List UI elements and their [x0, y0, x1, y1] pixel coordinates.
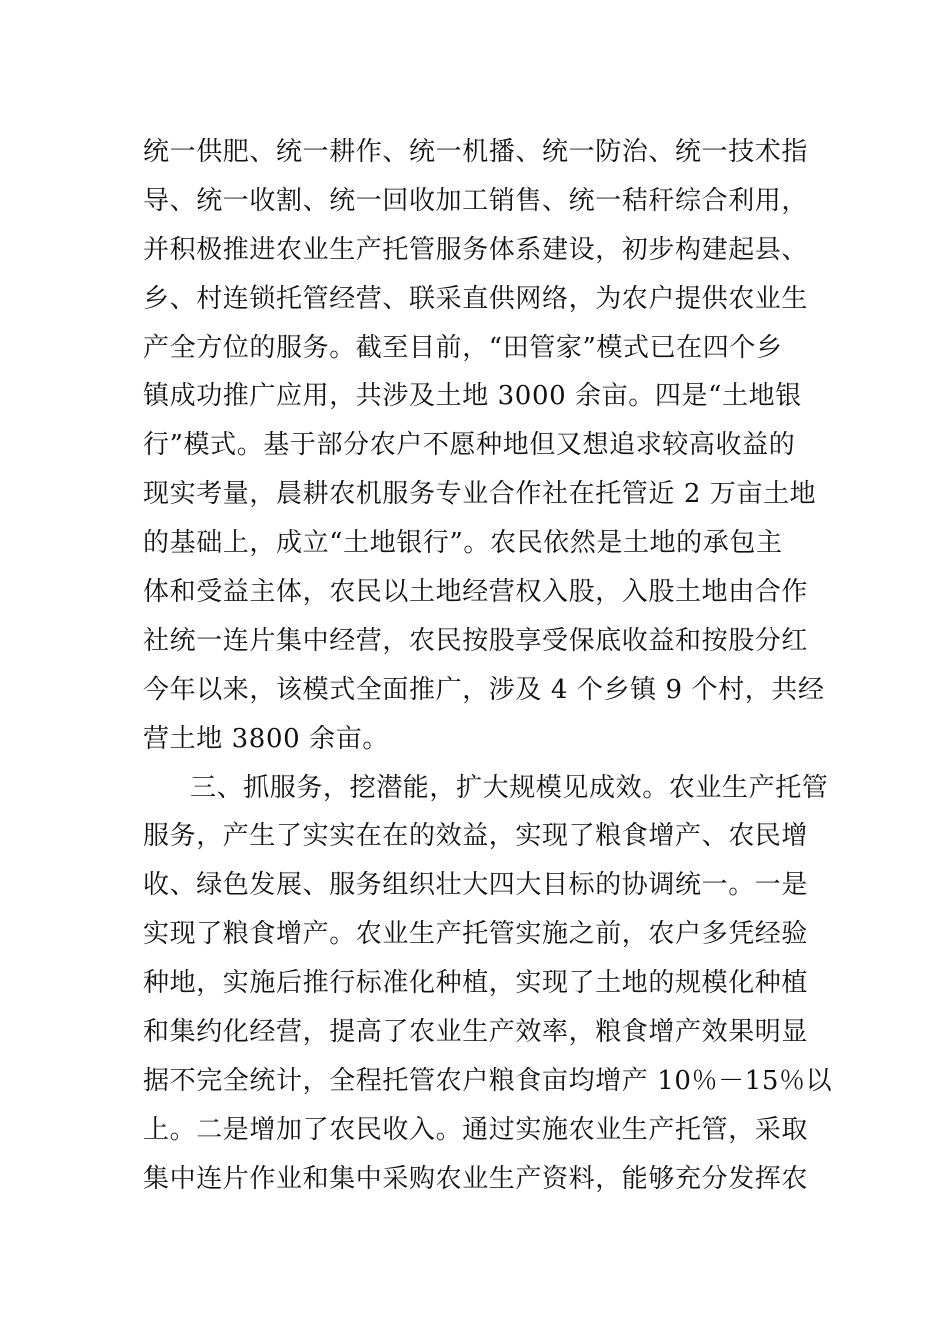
text-line: 现实考量，晨耕农机服务专业合作社在托管近 2 万亩土地: [143, 479, 817, 510]
text-line: 统一供肥、统一耕作、统一机播、统一防治、统一技术指: [143, 137, 809, 167]
text-line: 上。二是增加了农民收入。通过实施农业生产托管，采取: [143, 1114, 809, 1145]
text-line: 导、统一收割、统一回收加工销售、统一秸秆综合利用，: [143, 185, 809, 216]
text-line: 产全方位的服务。截至目前，“田管家”模式已在四个乡: [143, 332, 783, 363]
text-line: 并积极推进农业生产托管服务体系建设，初步构建起县、: [143, 234, 809, 265]
text-line: 行”模式。基于部分农户不愿种地但又想追求较高收益的: [143, 430, 796, 461]
text-line: 集中连片作业和集中采购农业生产资料，能够充分发挥农: [143, 1163, 809, 1194]
text-line: 乡、村连锁托管经营、联采直供网络，为农户提供农业生: [143, 283, 809, 314]
text-line: 服务，产生了实实在在的效益，实现了粮食增产、农民增: [143, 821, 809, 852]
text-line: 体和受益主体，农民以土地经营权入股，入股土地由合作: [143, 577, 809, 608]
body-text: [143, 128, 833, 1204]
text-line: 营土地 3800 余亩。: [143, 723, 389, 754]
text-line: 实现了粮食增产。农业生产托管实施之前，农户多凭经验: [143, 919, 809, 950]
text-line: 的基础上，成立“土地银行”。农民依然是土地的承包主: [143, 528, 783, 559]
text-line: 今年以来，该模式全面推广，涉及 4 个乡镇 9 个村，共经: [143, 674, 825, 705]
text-line: 据不完全统计，全程托管农户粮食亩均增产 10％－15％以: [143, 1065, 833, 1096]
text-line: 种地，实施后推行标准化种植，实现了土地的规模化种植: [143, 968, 809, 999]
text-line: 社统一连片集中经营，农民按股享受保底收益和按股分红: [143, 625, 809, 656]
text-line: 镇成功推广应用，共涉及土地 3000 余亩。四是“土地银: [143, 381, 802, 412]
text-line: 收、绿色发展、服务组织壮大四大目标的协调统一。一是: [143, 870, 809, 901]
paragraph-heading-line: 三、抓服务，挖潜能，扩大规模见成效。农业生产托管: [190, 772, 829, 803]
text-line: 和集约化经营，提高了农业生产效率，粮食增产效果明显: [143, 1017, 809, 1048]
